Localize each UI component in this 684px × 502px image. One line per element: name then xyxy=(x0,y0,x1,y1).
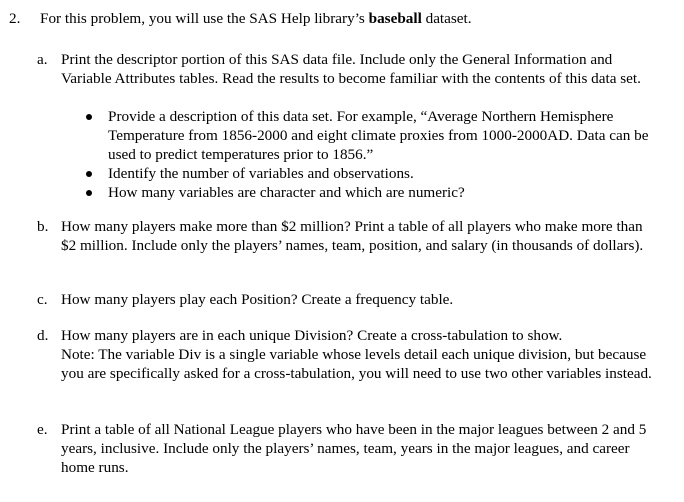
part-d-letter: d. xyxy=(37,327,49,344)
question-intro-start: For this problem, you will use the SAS Help library’s xyxy=(40,10,369,27)
part-d-note: Note: The variable Div is a single variable whose levels detail each unique division, but because you are specifically asked for a cross-tabulation, you will need to use two other variables instead. xyxy=(61,346,652,382)
part-a-bullet xyxy=(84,183,674,202)
part-d-text: How many players are in each unique Division? Create a cross-tabulation to show. xyxy=(61,327,563,344)
part-b-text: How many players make more than $2 million? Print a table of all players who make more than $2 million. Include only the players’ names, team, position, and salary (in thousands of dollars). xyxy=(61,218,644,254)
bullet-text: Identify the number of variables and observations. xyxy=(108,165,414,182)
part-b-letter: b. xyxy=(37,218,49,235)
part-c-letter: c. xyxy=(37,291,48,308)
bullet-text: Provide a description of this data set. For example, “Average Northern Hemisphere Temperature from 1856-2000 and eight climate proxies from 1000-2000AD. Data can be used to predict temperatures prior to 1856.” xyxy=(108,108,649,163)
bullet-dot-icon xyxy=(86,171,92,177)
part-a-bullet xyxy=(84,107,674,164)
part-c-text: How many players play each Position? Create a frequency table. xyxy=(61,291,454,308)
part-a-bullet-list xyxy=(84,107,674,202)
dataset-name: baseball xyxy=(368,10,422,27)
part-a-bullet xyxy=(84,164,674,183)
part-d-body xyxy=(61,326,661,383)
part-e-letter: e. xyxy=(37,421,48,438)
bullet-dot-icon xyxy=(86,114,92,120)
bullet-text: How many variables are character and which are numeric? xyxy=(108,184,465,201)
bullet-dot-icon xyxy=(86,190,92,196)
question-intro xyxy=(40,9,472,28)
question-number: 2. xyxy=(9,10,21,27)
part-a-letter: a. xyxy=(37,51,48,68)
part-a-text: Print the descriptor portion of this SAS data file. Include only the General Information and Variable Attributes tables. Read the results to become familiar with the contents of this data set. xyxy=(61,51,641,87)
question-intro-end: dataset. xyxy=(421,10,472,27)
part-e-text: Print a table of all National League players who have been in the major leagues between 2 and 5 years, inclusive. Include only the players’ names, team, years in the major leagues, and career home runs. xyxy=(61,421,647,476)
